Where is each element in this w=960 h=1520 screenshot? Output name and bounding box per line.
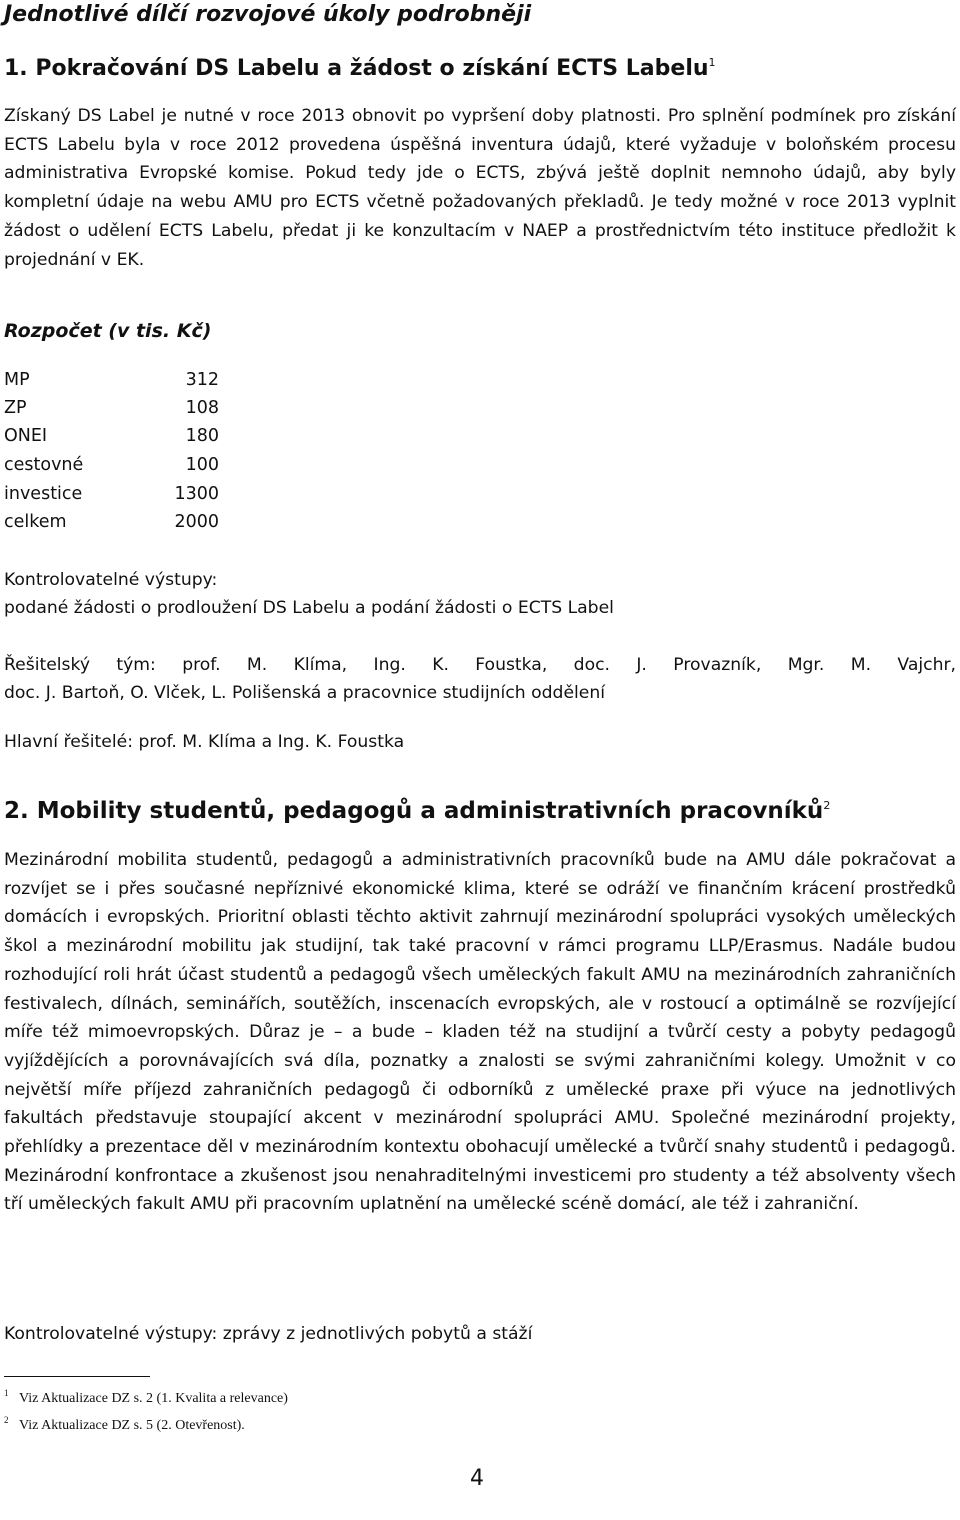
section-1-outputs-label: Kontrolovatelné výstupy: — [4, 570, 218, 590]
footnote-text: Viz Aktualizace DZ s. 5 (2. Otevřenost). — [19, 1418, 245, 1433]
team-line-1: Řešitelský tým: prof. M. Klíma, Ing. K. Foustka, doc. J. Provazník, Mgr. M. Vajchr, — [4, 655, 956, 675]
leaders-line: Hlavní řešitelé: prof. M. Klíma a Ing. K. Foustka — [4, 732, 405, 752]
footnote-divider — [4, 1376, 150, 1377]
budget-label: investice — [4, 484, 83, 504]
budget-value: 180 — [185, 426, 219, 446]
footnote-ref-1[interactable]: 1 — [708, 56, 716, 69]
section-2-outputs: Kontrolovatelné výstupy: zprávy z jednotlivých pobytů a stáží — [4, 1324, 533, 1344]
budget-label: ZP — [4, 398, 27, 418]
budget-label: MP — [4, 370, 30, 390]
budget-label: ONEI — [4, 426, 48, 446]
budget-title: Rozpočet (v tis. Kč) — [4, 320, 212, 342]
budget-value: 108 — [185, 398, 219, 418]
team-line-2: doc. J. Bartoň, O. Vlček, L. Polišenská a pracovnice studijních oddělení — [4, 683, 606, 703]
footnote-ref-2[interactable]: 2 — [823, 799, 831, 812]
footnote-number: 1 — [4, 1388, 9, 1398]
budget-value: 312 — [185, 370, 219, 390]
footnote-1 — [4, 1386, 288, 1412]
section-2-paragraph: Mezinárodní mobilita studentů, pedagogů a administrativních pracovníků bude na AMU dále pokračovat a rozvíjet se i přes současné nepříznivé ekonomické klima, které se odráží ve finančním krácení prostředků domácích i evropských. Prioritní oblasti těchto aktivit zahrnují mezinárodní spolupráci vysokých uměleckých škol a mezinárodní mobilitu jak studijní, tak také pracovní v rámci programu LLP/Erasmus. Nadále budou rozhodující roli hrát účast studentů a pedagogů všech uměleckých fakult AMU na mezinárodních zahraničních festivalech, dílnách, seminářích, soutěžích, inscenacích evropských, ale v rostoucí a optimálně se rozvíjející míře též mimoevropských. Důraz je – a bude – kladen též na studijní a tvůrčí cesty a pobyty pedagogů vyjíždějících a porovnávajících svá díla, poznatky a znalosti se svými zahraničními kolegy. Umožnit v co největší míře příjezd zahraničních pedagogů či odborníků z umělecké praxe při výuce na jednotlivých fakultách představuje stoupající akcent v mezinárodní spolupráci AMU. Společné mezinárodní projekty, přehlídky a prezentace děl v mezinárodním kontextu obohacují umělecké a tvůrčí snahy studentů i pedagogů. Mezinárodní konfrontace a zkušenost jsou nenahraditelnými investicemi pro studenty a též absolventy všech tří uměleckých fakult AMU při pracovním uplatnění na umělecké scéně domácí, ale též i zahraniční. — [4, 850, 956, 1215]
budget-label: cestovné — [4, 455, 84, 475]
budget-value: 2000 — [174, 512, 219, 532]
page-heading: Jednotlivé dílčí rozvojové úkoly podrobněji — [4, 2, 532, 27]
footnote-2 — [4, 1413, 245, 1439]
section-2-title: 2. Mobility studentů, pedagogů a administrativních pracovníků$^2$ — [4, 798, 831, 824]
page-number: 4 — [470, 1466, 484, 1491]
budget-label: celkem — [4, 512, 67, 532]
budget-value: 100 — [185, 455, 219, 475]
footnote-text: Viz Aktualizace DZ s. 2 (1. Kvalita a relevance) — [19, 1391, 288, 1406]
section-1-paragraph: Získaný DS Label je nutné v roce 2013 obnovit po vypršení doby platnosti. Pro splnění podmínek pro získání ECTS Labelu byla v roce 2012 provedena úspěšná inventura údajů, které vyžaduje v boloňském procesu administrativa Evropské komise. Pokud tedy jde o ECTS, zbývá ještě doplnit nemnoho údajů, aby byly kompletní údaje na webu AMU pro ECTS včetně požadovaných překladů. Je tedy možné v roce 2013 vyplnit žádost o udělení ECTS Labelu, předat ji ke konzultacím v NAEP a prostřednictvím této instituce předložit k projednání v EK. — [4, 106, 956, 270]
section-1-outputs-text: podané žádosti o prodloužení DS Labelu a podání žádosti o ECTS Label — [4, 598, 614, 618]
budget-value: 1300 — [174, 484, 219, 504]
footnote-number: 2 — [4, 1415, 9, 1425]
section-1-title: 1. Pokračování DS Labelu a žádost o získání ECTS Labelu$^1$ — [4, 56, 716, 81]
